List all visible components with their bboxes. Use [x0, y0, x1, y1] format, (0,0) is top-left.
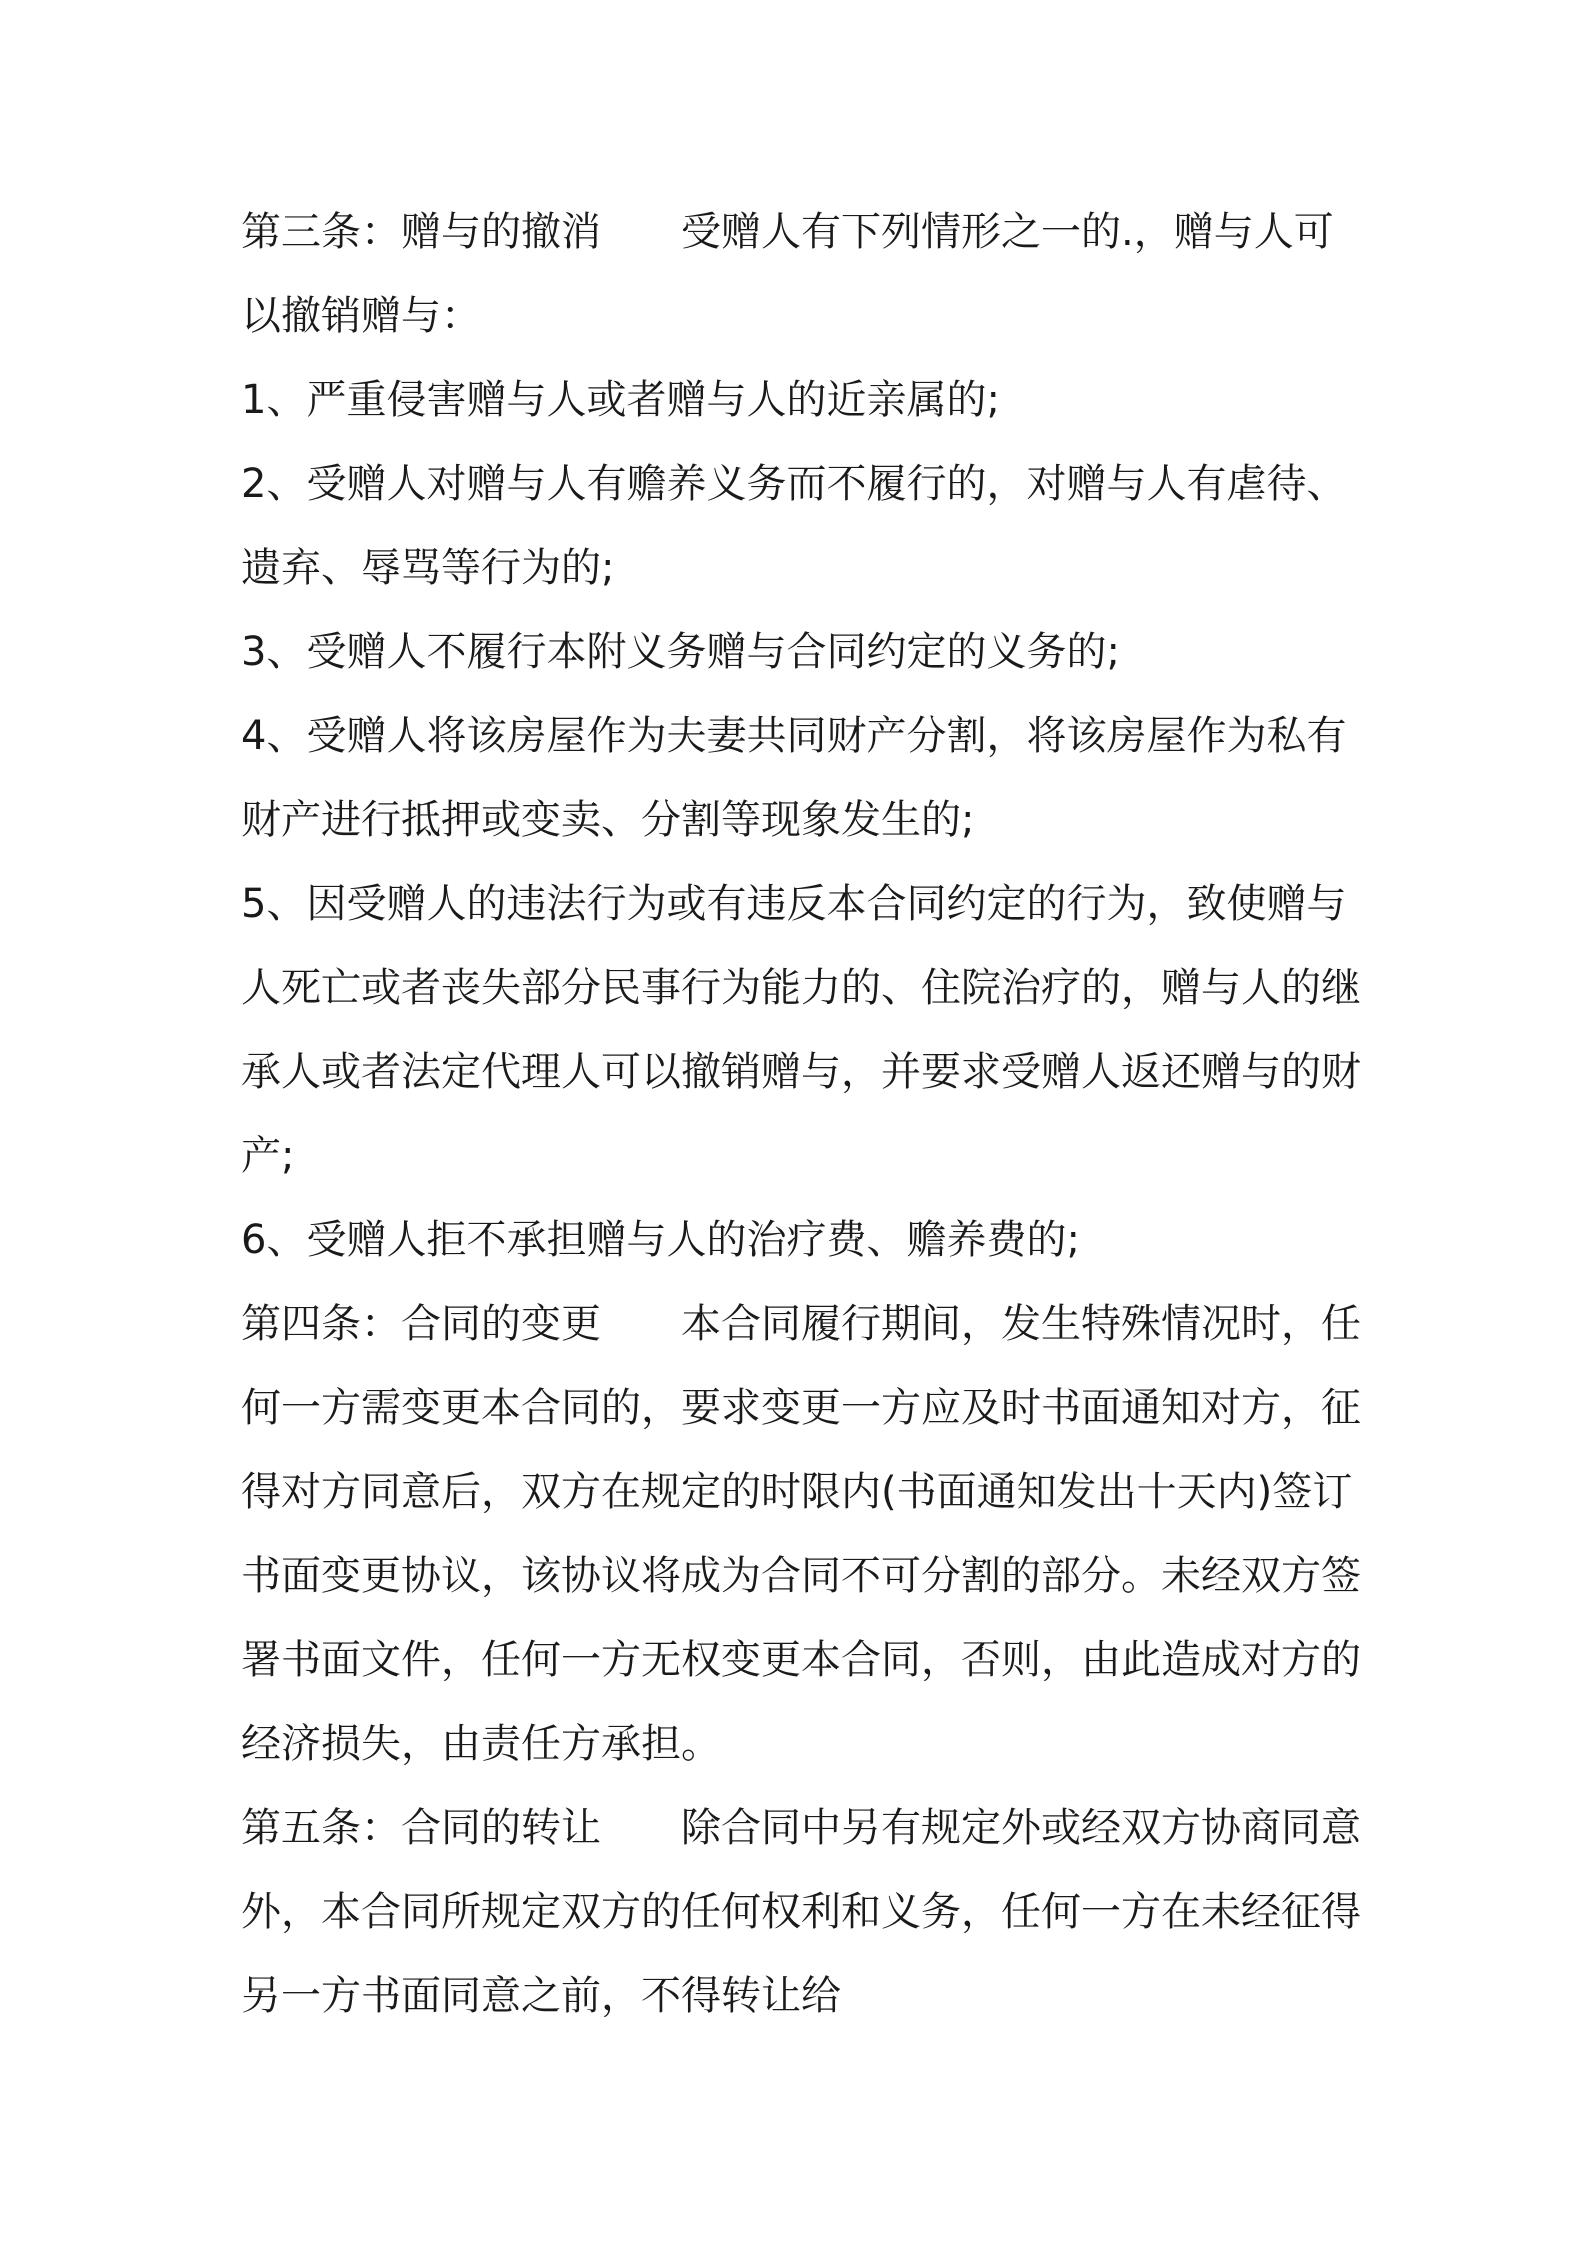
revocation-item-3: 3、受赠人不履行本附义务赠与合同约定的义务的; — [241, 629, 1120, 675]
revocation-item-2: 2、受赠人对赠与人有赡养义务而不履行的，对赠与人有虐待、遗弃、辱骂等行为的; — [241, 461, 1347, 591]
contract-text — [241, 190, 1371, 2038]
revocation-item-4: 4、受赠人将该房屋作为夫妻共同财产分割，将该房屋作为私有财产进行抵押或变卖、分割等现象发生的; — [241, 713, 1347, 843]
article-4-amendment: 第四条：合同的变更 本合同履行期间，发生特殊情况时，任何一方需变更本合同的，要求变更一方应及时书面通知对方，征得对方同意后，双方在规定的时限内(书面通知发出十天内)签订书面变更协议，该协议将成为合同不可分割的部分。未经双方签署书面文件，任何一方无权变更本合同，否则，由此造成对方的经济损失，由责任方承担。 — [241, 1301, 1361, 1767]
article-3-revocation: 第三条：赠与的撤消 受赠人有下列情形之一的.，赠与人可以撤销赠与： — [241, 209, 1334, 339]
revocation-item-5: 5、因受赠人的违法行为或有违反本合同约定的行为，致使赠与人死亡或者丧失部分民事行为能力的、住院治疗的，赠与人的继承人或者法定代理人可以撤销赠与，并要求受赠人返还赠与的财产; — [241, 881, 1361, 1179]
article-5-transfer: 第五条：合同的转让 除合同中另有规定外或经双方协商同意外，本合同所规定双方的任何权利和义务，任何一方在未经征得另一方书面同意之前，不得转让给 — [241, 1805, 1361, 2019]
revocation-item-6: 6、受赠人拒不承担赠与人的治疗费、赡养费的; — [241, 1217, 1080, 1263]
revocation-item-1: 1、严重侵害赠与人或者赠与人的近亲属的; — [241, 377, 1000, 423]
